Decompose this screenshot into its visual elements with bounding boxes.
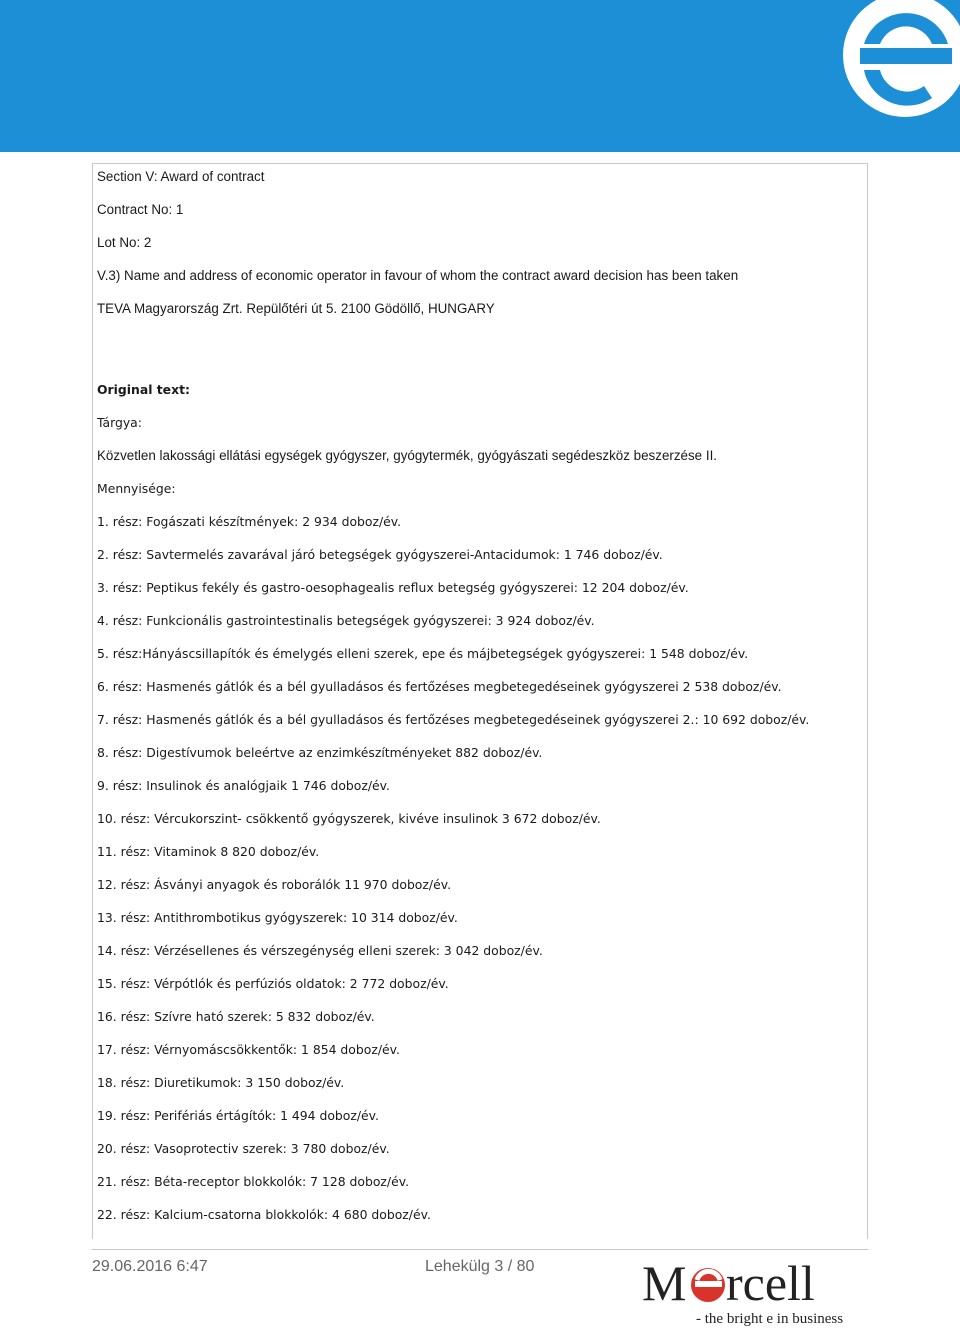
- economic-operator: TEVA Magyarország Zrt. Repülőtéri út 5. 2100 Gödöllő, HUNGARY: [97, 301, 495, 316]
- list-item: 2. rész: Savtermelés zavarával járó betegségek gyógyszerei-Antacidumok: 1 746 doboz/év.: [97, 547, 663, 562]
- list-item: 1. rész: Fogászati készítmények: 2 934 doboz/év.: [97, 514, 402, 529]
- subject-text: Közvetlen lakossági ellátási egységek gyógyszer, gyógytermék, gyógyászati segédeszköz beszerzése II.: [97, 448, 718, 463]
- section-title: Section V: Award of contract: [97, 169, 265, 184]
- list-item: 6. rész: Hasmenés gátlók és a bél gyulladásos és fertőzéses megbetegedéseinek gyógyszerei 2 538 doboz/év.: [97, 679, 782, 694]
- list-item: 4. rész: Funkcionális gastrointestinalis betegségek gyógyszerei: 3 924 doboz/év.: [97, 613, 595, 628]
- list-item: 11. rész: Vitaminok 8 820 doboz/év.: [97, 844, 320, 859]
- footer-date: 29.06.2016 6:47: [92, 1258, 208, 1275]
- list-item: 16. rész: Szívre ható szerek: 5 832 doboz/év.: [97, 1009, 375, 1024]
- list-item: 3. rész: Peptikus fekély és gastro-oesophagealis reflux betegség gyógyszerei: 12 204 doboz/év.: [97, 580, 689, 595]
- header-band: [0, 0, 960, 152]
- list-item: 15. rész: Vérpótlók és perfúziós oldatok: 2 772 doboz/év.: [97, 976, 449, 991]
- list-item: 5. rész:Hányáscsillapítók és émelygés elleni szerek, epe és májbetegségek gyógyszerei: 1 548 doboz/év.: [97, 646, 749, 661]
- page-number: Lehekülg 3 / 80: [425, 1258, 535, 1275]
- contract-number: Contract No: 1: [97, 202, 184, 217]
- list-item: 12. rész: Ásványi anyagok és roborálók 11 970 doboz/év.: [97, 877, 452, 892]
- lot-number: Lot No: 2: [97, 235, 152, 250]
- list-item: 17. rész: Vérnyomáscsökkentők: 1 854 doboz/év.: [97, 1042, 400, 1057]
- list-item: 19. rész: Perifériás értágítók: 1 494 doboz/év.: [97, 1108, 379, 1123]
- brand-letter-m: M: [642, 1255, 687, 1311]
- list-item: 10. rész: Vércukorszint- csökkentő gyógyszerek, kivéve insulinok 3 672 doboz/év.: [97, 811, 601, 826]
- list-item: 9. rész: Insulinok és analógjaik 1 746 doboz/év.: [97, 778, 390, 793]
- list-item: 8. rész: Digestívumok beleértve az enzimkészítményeket 882 doboz/év.: [97, 745, 543, 760]
- list-item: 22. rész: Kalcium-csatorna blokkolók: 4 680 doboz/év.: [97, 1207, 431, 1222]
- list-item: 13. rész: Antithrombotikus gyógyszerek: 10 314 doboz/év.: [97, 910, 458, 925]
- list-item: 18. rész: Diuretikumok: 3 150 doboz/év.: [97, 1075, 345, 1090]
- marcell-brand-logo: [640, 1252, 870, 1328]
- subject-label: Tárgya:: [97, 415, 142, 430]
- brand-word: rcell: [726, 1255, 815, 1311]
- original-text-heading: Original text:: [97, 382, 190, 397]
- list-item: 7. rész: Hasmenés gátlók és a bél gyulladásos és fertőzéses megbetegedéseinek gyógyszerei 2.: 10 692 doboz/év.: [97, 712, 810, 727]
- v3-label: V.3) Name and address of economic operator in favour of whom the contract award decision has been taken: [97, 268, 739, 283]
- list-item: 21. rész: Béta-receptor blokkolók: 7 128 doboz/év.: [97, 1174, 410, 1189]
- marcell-e-logo-icon: [820, 0, 960, 140]
- footer-divider: [92, 1249, 868, 1250]
- list-item: 14. rész: Vérzésellenes és vérszegénység elleni szerek: 3 042 doboz/év.: [97, 943, 543, 958]
- brand-tagline: - the bright e in business: [696, 1311, 844, 1327]
- list-item: 20. rész: Vasoprotectiv szerek: 3 780 doboz/év.: [97, 1141, 390, 1156]
- quantity-label: Mennyisége:: [97, 481, 176, 496]
